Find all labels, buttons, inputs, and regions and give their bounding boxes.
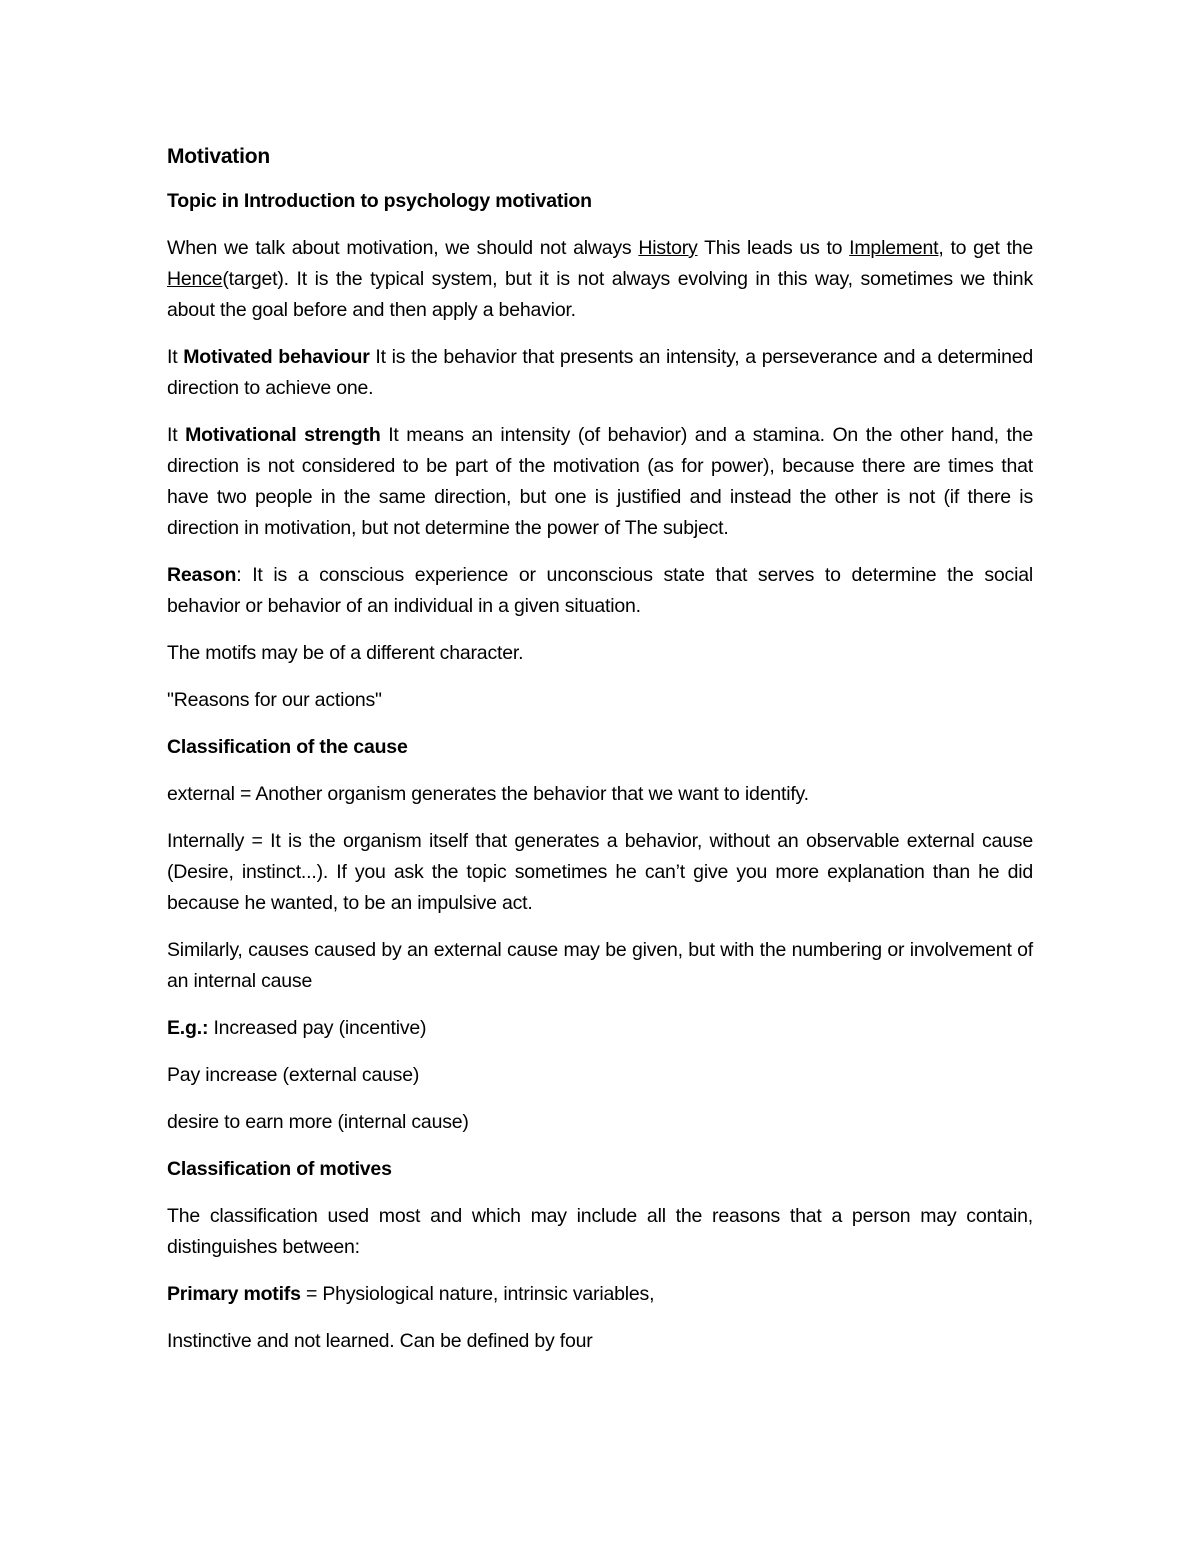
example-text: Increased pay (incentive) xyxy=(208,1017,427,1039)
term-motivated-behaviour: Motivated behaviour xyxy=(183,346,370,368)
paragraph-intro xyxy=(167,233,1033,326)
heading-classification-cause-text: Classification of the cause xyxy=(167,736,408,758)
definition-reason: : It is a conscious experience or unconscious state that serves to determine the social behavior or behavior of an individual in a given situation. xyxy=(167,564,1033,617)
paragraph-intro-text-b: This leads us to xyxy=(697,237,850,259)
document-body xyxy=(167,141,1033,1373)
underlined-implement: Implement xyxy=(849,237,939,259)
term-primary-motifs: Primary motifs xyxy=(167,1283,301,1305)
subtitle-text: Topic in Introduction to psychology motivation xyxy=(167,190,592,212)
paragraph-intro-text-a: When we talk about motivation, we should not always xyxy=(167,237,639,259)
definition-motivational-strength: It means an intensity (of behavior) and a stamina. On the other hand, the direction is not considered to be part of the motivation (as for power), because there are times that have two people in the same direction, but one is justified and instead the other is not (if there is direction in motivation, but not determine the power of The subject. xyxy=(167,424,1033,539)
paragraph-pay-increase: Pay increase (external cause) xyxy=(167,1064,420,1086)
heading-classification-cause xyxy=(167,732,1033,763)
paragraph-intro-text-d: (target). It is the typical system, but it is not always evolving in this way, sometimes we think about the goal before and then apply a behavior. xyxy=(167,268,1033,321)
lead-it: It xyxy=(167,346,184,368)
underlined-hence: Hence xyxy=(167,268,223,290)
paragraph-similarly: Similarly, causes caused by an external cause may be given, but with the numbering or involvement of an internal cause xyxy=(167,939,1033,992)
term-reason: Reason xyxy=(167,564,237,586)
underlined-history: History xyxy=(638,237,698,259)
paragraph-reason xyxy=(167,560,1033,622)
paragraph-motivated-behaviour xyxy=(167,342,1033,404)
paragraph-desire: desire to earn more (internal cause) xyxy=(167,1111,469,1133)
paragraph-example xyxy=(167,1013,1033,1044)
definition-primary-motifs: = Physiological nature, intrinsic variables, xyxy=(300,1283,655,1305)
definition-motivated-behaviour: It is the behavior that presents an intensity, a perseverance and a determined direction to achieve one. xyxy=(167,346,1034,399)
page-title: Motivation xyxy=(167,145,270,168)
paragraph-external: external = Another organism generates the behavior that we want to identify. xyxy=(167,783,809,805)
paragraph-classification-used: The classification used most and which may include all the reasons that a person may contain, distinguishes between: xyxy=(167,1205,1033,1258)
heading-classification-motives-text: Classification of motives xyxy=(167,1158,392,1180)
subtitle xyxy=(167,186,1033,217)
term-motivational-strength: Motivational strength xyxy=(185,424,381,446)
paragraph-instinctive: Instinctive and not learned. Can be defined by four xyxy=(167,1330,593,1352)
paragraph-primary-motifs xyxy=(167,1279,1033,1310)
term-eg: E.g.: xyxy=(167,1017,209,1039)
lead-it: It xyxy=(167,424,186,446)
paragraph-motifs-character: The motifs may be of a different character. xyxy=(167,642,524,664)
paragraph-motivational-strength xyxy=(167,420,1033,544)
heading-classification-motives xyxy=(167,1154,1033,1185)
paragraph-intro-text-c: , to get the xyxy=(938,237,1034,259)
paragraph-internally: Internally = It is the organism itself that generates a behavior, without an observable external cause (Desire, instinct...). If you ask the topic sometimes he can’t give you more explanation than he did because he wanted, to be an impulsive act. xyxy=(167,830,1033,914)
paragraph-reasons-quote: "Reasons for our actions" xyxy=(167,689,382,711)
